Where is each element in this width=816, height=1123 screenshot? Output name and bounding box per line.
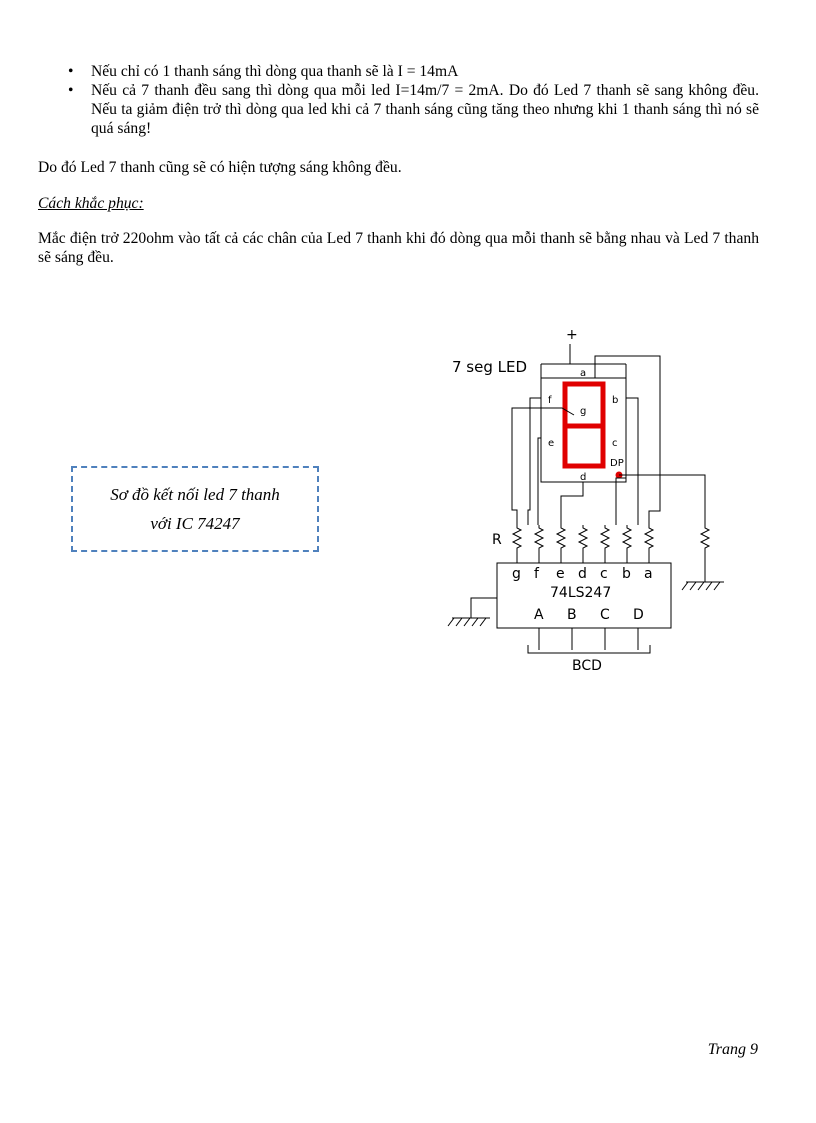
caption-callout: [71, 466, 319, 552]
caption-line-1: Sơ đồ kết nối led 7 thanh: [110, 485, 280, 504]
ic-output-c: c: [600, 566, 608, 582]
resistors: [513, 525, 709, 550]
ground-icon: [682, 582, 724, 590]
resistor-a: [645, 525, 653, 550]
segment-label-g: g: [580, 406, 587, 417]
paragraph-solution: Mắc điện trở 220ohm vào tất cả các chân của Led 7 thanh khi đó dòng qua mỗi thanh sẽ bằng nhau và Led 7 thanh sẽ sáng đều.: [38, 230, 759, 266]
digit-eight: [565, 384, 603, 466]
list-item: [38, 81, 759, 138]
ic-output-g: g: [512, 566, 521, 582]
segment-label-c: c: [612, 438, 618, 449]
list-item: [38, 62, 759, 81]
section-heading: Cách khắc phục:: [38, 195, 144, 212]
circuit-svg: [440, 320, 740, 690]
ic-output-d: d: [578, 566, 587, 582]
circuit-diagram: [440, 320, 740, 690]
bullet-icon: •: [68, 63, 74, 80]
routing-wires: [471, 356, 705, 653]
resistor-f: [535, 525, 543, 550]
resistor-label: R: [492, 532, 502, 548]
supply-label: +: [566, 327, 578, 343]
page-number: Trang 9: [707, 1041, 758, 1058]
resistor-g: [513, 525, 521, 550]
resistor-c: [601, 525, 609, 550]
lower-segments: [565, 426, 603, 466]
paragraph-conclusion: Do đó Led 7 thanh cũng sẽ có hiện tượng sáng không đều.: [38, 159, 402, 176]
list-item-text: Nếu chỉ có 1 thanh sáng thì dòng qua thanh sẽ là I = 14mA: [91, 63, 459, 80]
resistor-e: [557, 525, 565, 550]
caption-line-2: với IC 74247: [150, 514, 240, 533]
ic-input-c: C: [600, 607, 610, 623]
resistor-dp: [701, 525, 709, 550]
ic-input-b: B: [567, 607, 577, 623]
segment-label-e: e: [548, 438, 555, 449]
resistor-d: [579, 525, 587, 550]
list-item-text: Nếu cả 7 thanh đều sang thì dòng qua mỗi led I=14m/7 = 2mA. Do đó Led 7 thanh sẽ sang không đều. Nếu ta giảm điện trở thì dòng qua led khi cả 7 thanh sáng cũng tăng theo nhưng khi 1 thanh sáng thì nó sẽ quá sáng!: [91, 82, 759, 137]
upper-segments: [565, 384, 603, 426]
ic-label: 74LS247: [550, 585, 612, 601]
ic-input-d: D: [633, 607, 644, 623]
segment-label-b: b: [612, 395, 619, 406]
segment-label-d: d: [580, 472, 587, 483]
ic-input-a: A: [534, 607, 544, 623]
resistor-b: [623, 525, 631, 550]
segment-label-a: a: [580, 368, 587, 379]
ic-output-f: f: [534, 566, 539, 582]
ground-icon: [448, 618, 490, 626]
display-label: 7 seg LED: [452, 358, 528, 376]
bullet-icon: •: [68, 82, 74, 99]
segment-label-dp: DP: [610, 458, 624, 469]
ic-output-b: b: [622, 566, 631, 582]
ic-output-a: a: [644, 566, 653, 582]
bus-label: BCD: [572, 658, 602, 674]
ic-output-e: e: [556, 566, 565, 582]
bullet-list: [38, 62, 759, 138]
segment-label-f: f: [548, 395, 552, 406]
